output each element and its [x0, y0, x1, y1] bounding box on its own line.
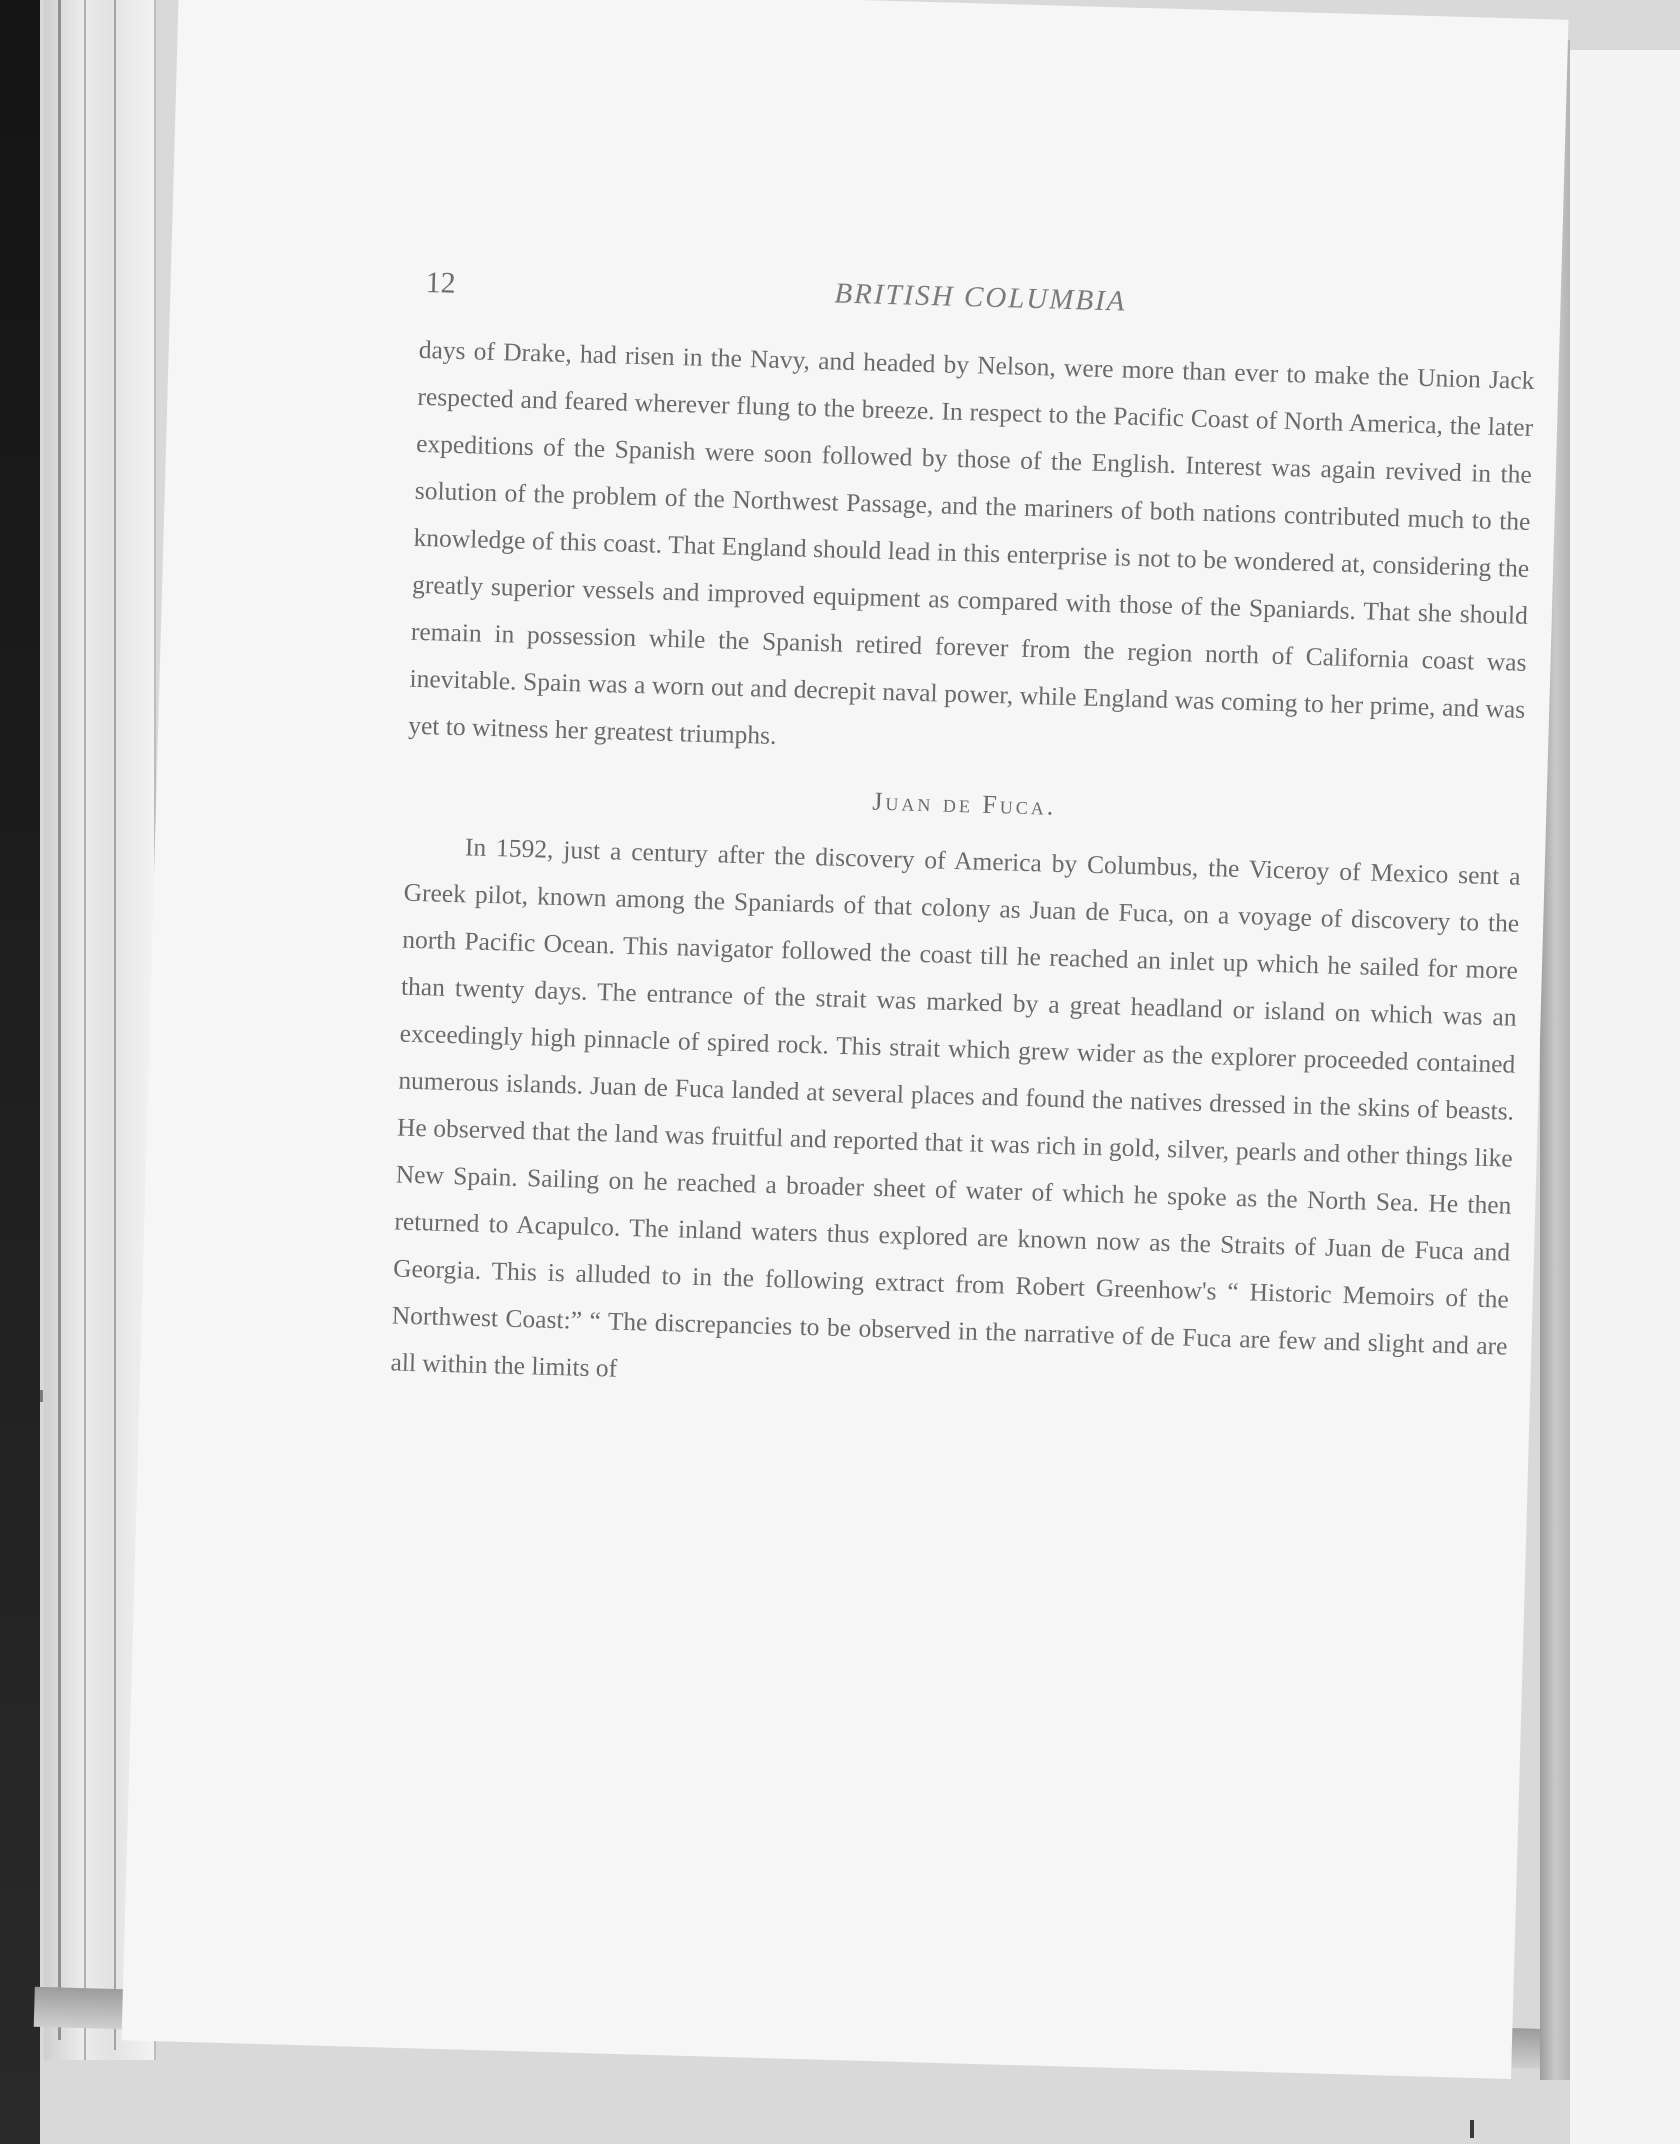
page-body [390, 326, 1535, 1417]
running-head: BRITISH COLUMBIA [834, 277, 1127, 318]
facing-page-edge [1570, 50, 1680, 2144]
edge-line [58, 0, 61, 2040]
page-number: 12 [425, 266, 457, 300]
paragraph: In 1592, just a century after the discovery of America by Columbus, the Viceroy of Mexico sent a Greek pilot, known among the Spaniards of that colony as Juan de Fuca, on a voyage of discovery to the north Pacific Ocean. This navigator followed the coast till he reached an inlet up which he sailed for more than twenty days. The entrance of the strait was marked by a great headland or island on which was an exceedingly high pinnacle of spired rock. This strait which grew wider as the explorer proceeded contained numerous islands. Juan de Fuca landed at several places and found the natives dressed in the skins of beasts. He observed that the land was fruitful and reported that it was rich in gold, silver, pearls and other things like New Spain. Sailing on he reached a broader sheet of water of which he spoke as the North Sea. He then returned to Acapulco. The inland waters thus explored are known now as the Straits of Juan de Fuca and Georgia. This is alluded to in the following extract from Robert Greenhow's “ Historic Memoirs of the Northwest Coast:” “ The discrepancies to be observed in the narrative of de Fuca are few and slight and are all within the limits of [390, 832, 1521, 1383]
edge-line [84, 0, 86, 2060]
scan-speck [40, 1390, 43, 1402]
book-page [122, 0, 1569, 2079]
scan-speck [1470, 2120, 1474, 2138]
edge-line [114, 0, 116, 2050]
section-heading: Juan de Fuca. [871, 786, 1057, 821]
paragraph: days of Drake, had risen in the Navy, and headed by Nelson, were more than ever to make the Union Jack respected and feared wherever flung to the breeze. In respect to the Pacific Coast of North America, the later expeditions of the Spanish were soon followed by those of the English. Interest was again revived in the solution of the problem of the Northwest Passage, and the mariners of both nations contributed much to the knowledge of this coast. That England should lead in this enterprise is not to be wondered at, considering the greatly superior vessels and improved equipment as compared with those of the Spaniards. That she should remain in possession while the Spanish retired forever from the region north of California coast was inevitable. Spain was a worn out and decrepit naval power, while England was coming to her prime, and was yet to witness her greatest triumphs. [407, 334, 1535, 750]
